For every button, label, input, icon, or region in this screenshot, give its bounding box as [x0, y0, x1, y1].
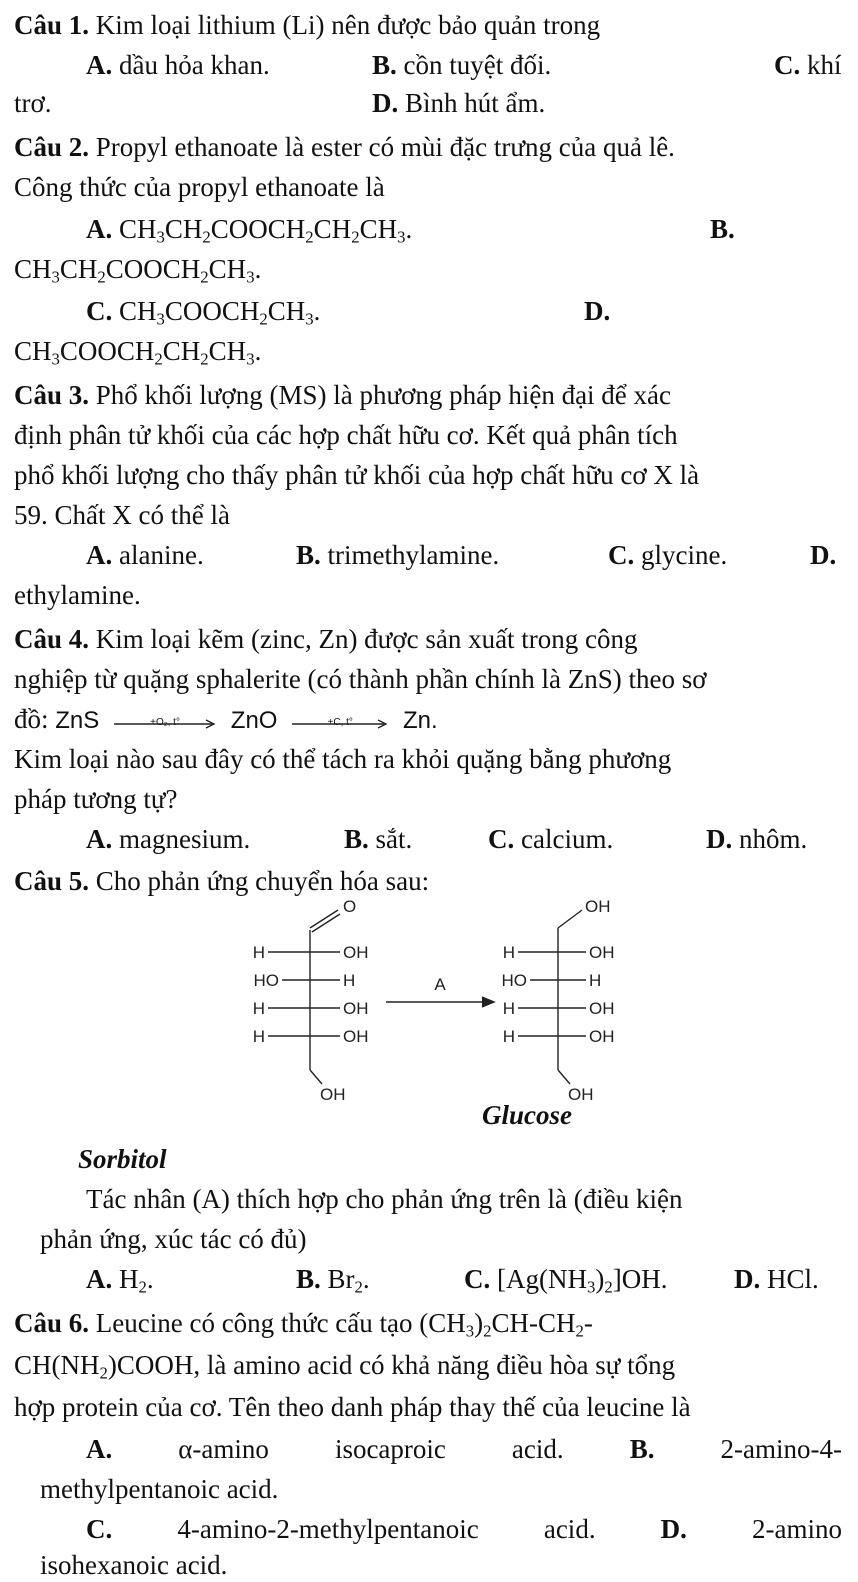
- svg-text:H: H: [252, 1027, 265, 1046]
- q6-stem-line-1: Câu 6. Leucine có công thức cấu tạo $(CH_3)_2CH-CH_2-$: [14, 1308, 593, 1341]
- q1-option-d[interactable]: D. Bình hút ẩm.: [372, 88, 546, 118]
- right-fischer-projection: [502, 898, 615, 1104]
- q4-species-zno: ZnO: [230, 707, 278, 734]
- q3-option-b[interactable]: B. trimethylamine.: [296, 540, 500, 570]
- q6-option-b-cont: methylpentanoic acid.: [40, 1474, 279, 1504]
- svg-text:H: H: [252, 943, 265, 962]
- svg-text:OH: OH: [343, 943, 369, 962]
- sorbitol-caption: Sorbitol: [78, 1144, 167, 1174]
- q6-stem-line-3: hợp protein của cơ. Tên theo danh pháp thay thế của leucine là: [14, 1392, 691, 1422]
- q3-stem-line-1: Câu 3. Phổ khối lượng (MS) là phương pháp hiện đại để xác: [14, 380, 672, 410]
- q6-stem-line-2: $CH(NH_2)COOH$, là amino acid có khả năng điều hòa sự tổng: [14, 1350, 676, 1383]
- q5-option-d[interactable]: D. HCl.: [734, 1264, 819, 1294]
- reaction-arrow: [386, 975, 494, 1007]
- svg-text:HO: HO: [501, 971, 527, 990]
- q2-option-d-formula: $CH_3COOCH_2CH_2CH_3$.: [14, 336, 262, 369]
- q3-stem-line-4: 59. Chất X có thể là: [14, 500, 230, 530]
- q4-species-zns: ZnS: [55, 707, 100, 734]
- q6-option-d-cont: isohexanoic acid.: [40, 1550, 228, 1580]
- q2-stem-line-2: Công thức của propyl ethanoate là: [14, 172, 385, 202]
- q4-stem-line-1: Câu 4. Kim loại kẽm (zinc, Zn) được sản xuất trong công: [14, 624, 638, 654]
- svg-text:OH: OH: [589, 1027, 615, 1046]
- q6-label: Câu 6.: [14, 1308, 90, 1338]
- left-fischer-projection: [253, 898, 369, 1104]
- glucose-caption: Glucose: [482, 1100, 572, 1130]
- q4-label: Câu 4.: [14, 624, 90, 654]
- q4-arrow-1: +O₂, t°: [112, 712, 218, 732]
- q4-stem-line-5: pháp tương tự?: [14, 784, 178, 814]
- q3-option-a[interactable]: A. alanine.: [86, 540, 204, 570]
- q2-label: Câu 2.: [14, 132, 90, 162]
- q5-label: Câu 5.: [14, 866, 90, 896]
- q1-label: Câu 1.: [14, 10, 90, 40]
- q3-stem-line-2: định phân tử khối của các hợp chất hữu cơ. Kết quả phân tích: [14, 420, 678, 450]
- right-bottom-label: OH: [568, 1085, 594, 1104]
- left-bottom-label: OH: [320, 1085, 346, 1104]
- q4-option-b[interactable]: B. sắt.: [344, 824, 413, 854]
- q4-stem-line-2: nghiệp từ quặng sphalerite (có thành phần chính là ZnS) theo sơ: [14, 664, 707, 694]
- q4-option-a[interactable]: A. magnesium.: [86, 824, 251, 854]
- svg-text:H: H: [502, 943, 515, 962]
- q5-option-b[interactable]: B. $Br_2$.: [296, 1264, 370, 1297]
- q5-stem-line: Câu 5. Cho phản ứng chuyển hóa sau:: [14, 866, 430, 896]
- q1-stem: Kim loại lithium (Li) nên được bảo quản trong: [89, 10, 601, 40]
- svg-text:OH: OH: [589, 999, 615, 1018]
- q2-option-d-label[interactable]: D.: [584, 296, 611, 326]
- q2-option-a[interactable]: A. $CH_3CH_2COOCH_2CH_2CH_3$.: [86, 214, 413, 247]
- q6-options-row-1: A. α-amino isocaproic acid. B. 2-amino-4-: [86, 1434, 842, 1464]
- arrow-right-icon: [290, 712, 390, 732]
- q4-option-c[interactable]: C. calcium.: [488, 824, 614, 854]
- q2-option-c[interactable]: C. $CH_3COOCH_2CH_3$.: [86, 296, 321, 329]
- q2-option-b-label[interactable]: B.: [710, 214, 735, 244]
- q5-stem2-line-1: Tác nhân (A) thích hợp cho phản ứng trên là (điều kiện: [86, 1184, 683, 1214]
- q6-option-c-label[interactable]: C.: [86, 1514, 113, 1544]
- svg-text:OH: OH: [343, 1027, 369, 1046]
- right-top-label: OH: [585, 898, 611, 916]
- q2-stem-line-1: Câu 2. Propyl ethanoate là ester có mùi đặc trưng của quả lê.: [14, 132, 675, 162]
- svg-text:OH: OH: [343, 999, 369, 1018]
- q1-option-a[interactable]: A. dầu hỏa khan.: [86, 50, 270, 80]
- q6-option-d-label[interactable]: D.: [660, 1514, 687, 1544]
- q4-stem-line-4: Kim loại nào sau đây có thể tách ra khỏi quặng bằng phương: [14, 744, 672, 774]
- reagent-label: A: [434, 975, 446, 994]
- q5-option-a[interactable]: A. $H_2$.: [86, 1264, 154, 1297]
- q1-option-c[interactable]: C. khí: [774, 50, 842, 80]
- svg-text:HO: HO: [253, 971, 279, 990]
- q5-stem2-line-2: phản ứng, xúc tác có đủ): [40, 1224, 307, 1254]
- q1-option-c-cont: trơ.: [14, 88, 52, 118]
- q3-stem-line-3: phổ khối lượng cho thấy phân tử khối của hợp chất hữu cơ X là: [14, 460, 700, 490]
- q5-option-c[interactable]: C. $[Ag(NH_3)_2]OH$.: [464, 1264, 668, 1297]
- svg-text:H: H: [502, 999, 515, 1018]
- q3-option-d-cont: ethylamine.: [14, 580, 141, 610]
- svg-text:H: H: [502, 1027, 515, 1046]
- q3-option-c[interactable]: C. glycine.: [608, 540, 728, 570]
- q3-option-d-label[interactable]: D.: [810, 540, 837, 570]
- svg-text:OH: OH: [589, 943, 615, 962]
- q4-scheme-line: đồ: ZnS +O₂, t° ZnO +C, t° Zn.: [14, 704, 438, 734]
- left-top-label: O: [343, 898, 357, 916]
- q6-option-a-label[interactable]: A.: [86, 1434, 113, 1464]
- q6-options-row-2: C. 4-amino-2-methylpentanoic acid. D. 2-amino: [86, 1514, 842, 1544]
- svg-text:H: H: [343, 971, 356, 990]
- q4-species-zn: Zn.: [402, 707, 438, 734]
- q6-option-b-label[interactable]: B.: [629, 1434, 655, 1464]
- svg-text:H: H: [589, 971, 602, 990]
- q4-arrow-2: +C, t°: [290, 712, 390, 732]
- q1-stem-line: [14, 8, 848, 42]
- q1-option-b[interactable]: B. cồn tuyệt đối.: [372, 50, 552, 80]
- svg-text:H: H: [252, 999, 265, 1018]
- q4-option-d[interactable]: D. nhôm.: [706, 824, 808, 854]
- q2-option-b-formula: $CH_3CH_2COOCH_2CH_3$.: [14, 254, 262, 287]
- q3-label: Câu 3.: [14, 380, 90, 410]
- arrow-right-icon: [112, 712, 218, 732]
